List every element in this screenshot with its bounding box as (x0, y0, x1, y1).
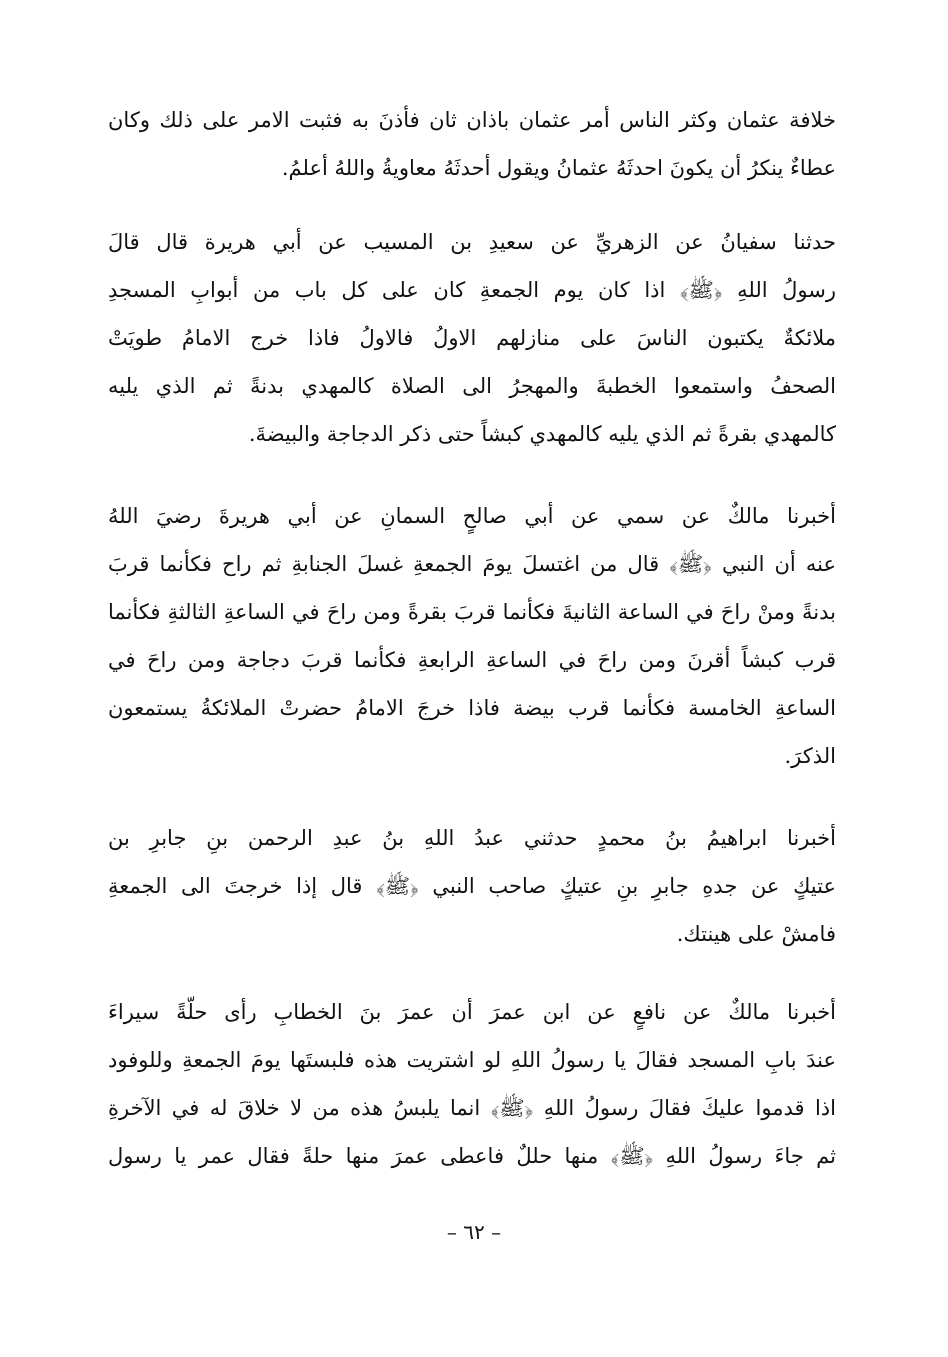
text-line: حدثنا سفيانُ عن الزهريِّ عن سعيدِ بن المسيب عن أبي هريرة قال قالَ (108, 230, 836, 254)
page-number: – ٦٢ – (446, 1220, 502, 1244)
text-line: أخبرنا ابراهيمُ بنُ محمدٍ حدثني عبدُ اللهِ بنُ عبدِ الرحمن بنِ جابرِ بن (108, 826, 836, 850)
paragraph-2 (108, 218, 836, 458)
text-line: الصحفُ واستمعوا الخطبةَ والمهجرُ الى الصلاة كالمهدي بدنةً ثم الذي يليه (108, 374, 836, 398)
text-line: بدنةً ومنْ راحَ في الساعة الثانيةَ فكأنما قربَ بقرةً ومن راحَ في الساعةِ الثالثةِ فكأنما (108, 600, 836, 624)
paragraph-1 (108, 96, 836, 192)
text-line: خلافة عثمان وكثر الناس أمر عثمان باذان ثان فأذنَ به فثبت الامر على ذلك وكان (108, 108, 836, 132)
text-line: اذا قدموا عليكَ فقالَ رسولُ اللهِ ﴿ﷺ﴾ انما يلبسُ هذه من لا خلاقَ له في الآخرةِ (108, 1096, 836, 1120)
text-line: عندَ بابِ المسجد فقالَ يا رسولُ اللهِ لو اشتريت هذه فلبستَها يومَ الجمعةِ وللوفود (108, 1048, 836, 1072)
text-line: عطاءٌ ينكرُ أن يكونَ احدثَهُ عثمانُ ويقول أحدثَهُ معاويةُ واللهُ أعلمُ. (281, 156, 836, 180)
text-line: ثم جاءَ رسولُ اللهِ ﴿ﷺ﴾ منها حللٌ فاعطى عمرَ منها حلةً فقال عمر يا رسول (108, 1144, 836, 1168)
paragraph-5 (108, 988, 836, 1180)
text-line: الساعةِ الخامسة فكأنما قرب بيضة فاذا خرجَ الامامُ حضرتْ الملائكةُ يستمعون (108, 696, 836, 720)
text-line: رسولُ اللهِ ﴿ﷺ﴾ اذا كان يوم الجمعةِ كان على كل باب من أبوابِ المسجدِ (108, 278, 836, 302)
text-line: أخبرنا مالكٌ عن سمي عن أبي صالحٍ السمانِ عن أبي هريرةَ رضيَ اللهُ (108, 504, 836, 528)
text-line: الذكرَ. (784, 744, 836, 768)
text-line: كالمهدي بقرةً ثم الذي يليه كالمهدي كبشاً حتى ذكر الدجاجة والبيضةَ. (248, 422, 836, 446)
text-line: ملائكةٌ يكتبون الناسَ على منازلهم الاولُ فالاولُ فاذا خرج الامامُ طويَتْ (108, 326, 836, 350)
text-line: عتيكٍ عن جدهِ جابرِ بنِ عتيكٍ صاحب النبي ﴿ﷺ﴾ قال إذا خرجتَ الى الجمعةِ (108, 874, 836, 898)
text-line: قرب كبشاً أقرنَ ومن راحَ في الساعةِ الرابعةِ فكأنما قربَ دجاجة ومن راحَ في (108, 648, 836, 672)
paragraph-4 (108, 814, 836, 958)
text-line: أخبرنا مالكٌ عن نافعٍ عن ابن عمرَ أن عمرَ بنَ الخطابِ رأى حلّةً سيراءَ (108, 1000, 836, 1024)
text-line: فامشْ على هينتك. (676, 922, 836, 946)
paragraph-3 (108, 492, 836, 780)
text-line: عنه أن النبي ﴿ﷺ﴾ قال من اغتسلَ يومَ الجمعةِ غسلَ الجنابةِ ثم راح فكأنما قربَ (108, 552, 836, 576)
